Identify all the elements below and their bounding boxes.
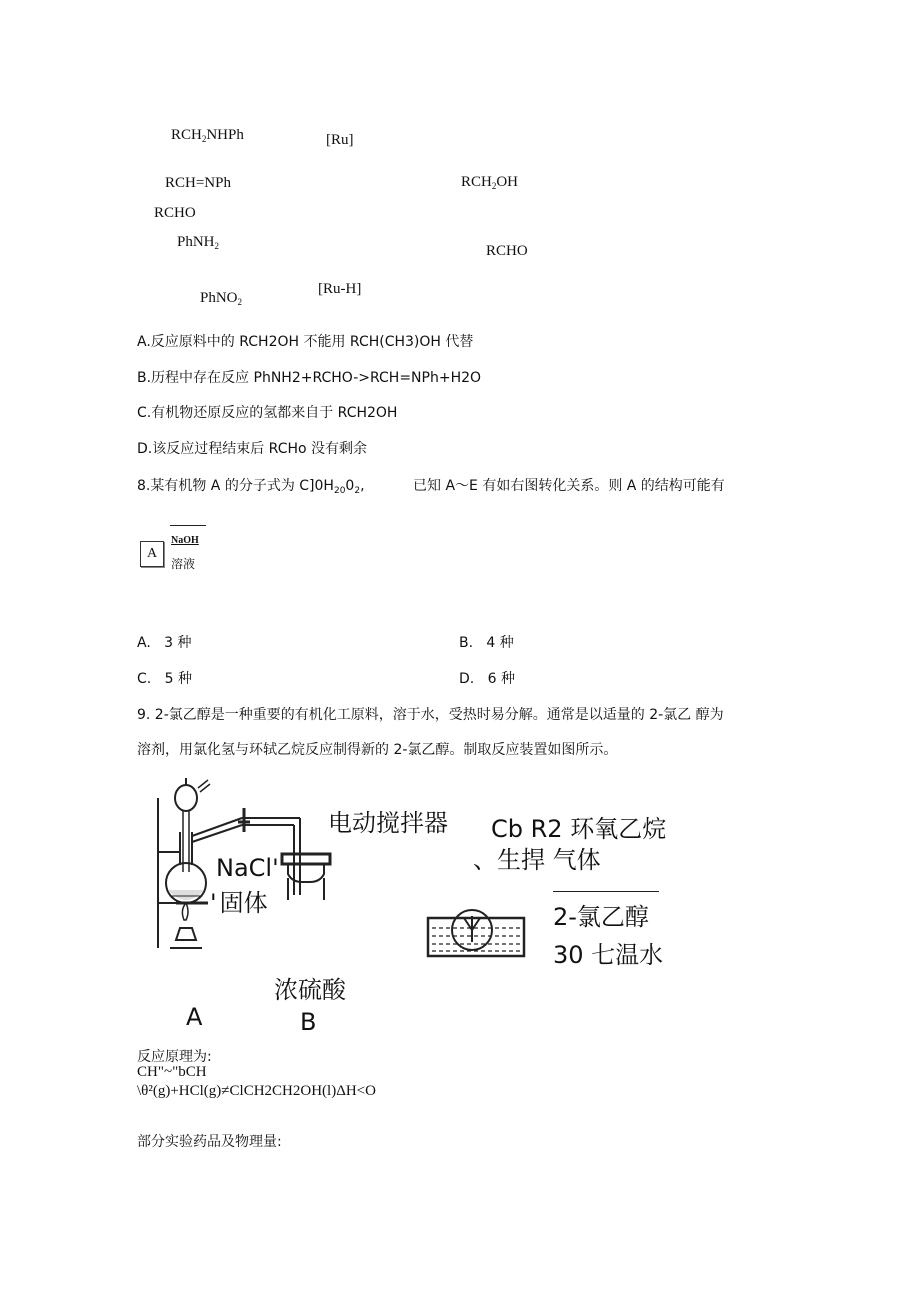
label-apparatus-a: A: [186, 1003, 203, 1031]
arrow-line: [170, 525, 206, 526]
label-gas: 、生捍 气体: [473, 846, 601, 874]
label-solid: ' 固体: [210, 889, 268, 917]
q7-option-b: B.历程中存在反应 PhNH2+RCHO->RCH=NPh+H2O: [137, 370, 482, 386]
mech-imine: RCH=NPh: [165, 175, 231, 191]
label-warm-water: 30 七温水: [553, 941, 664, 969]
label-divider: [553, 891, 659, 892]
mech-phnh2: PhNH$_2$: [177, 234, 220, 251]
label-stirrer: 电动搅拌器: [328, 809, 448, 837]
reagent-solution: 溶液: [171, 557, 196, 571]
mech-ru-h: [Ru-H]: [318, 281, 362, 297]
label-nacl: NaCl': [216, 854, 279, 882]
mech-ru-catalyst: [Ru]: [326, 132, 354, 148]
reaction-equation: \θ²(g)+HCl(g)≠ClCH2CH2OH(l)ΔH<O: [137, 1083, 376, 1099]
q9-line-1: 9. 2-氯乙醇是一种重要的有机化工原料，溶于水，受热时易分解。通常是以适量的 2-氯乙 醇为: [137, 707, 724, 723]
mech-rch2oh: $RCH_2OH$: [461, 174, 519, 191]
q8-choice-d: D. 6 种: [459, 671, 515, 687]
q8-stem: 8.某有机物 A 的分子式为 $C]0H_{20}0_2$,: [137, 478, 365, 496]
q7-option-a: A.反应原料中的 RCH2OH 不能用 RCH(CH3)OH 代替: [137, 334, 474, 350]
label-epoxide: Cb R2 环氧乙烷: [491, 815, 667, 843]
q7-option-c: C.有机物还原反应的氢都来自于 RCH2OH: [137, 405, 398, 421]
compound-a-box: A: [140, 541, 164, 567]
q8-stem-right: 已知 A～E 有如右图转化关系。则 A 的结构可能有: [413, 478, 725, 494]
q8-choice-b: B. 4 种: [459, 635, 514, 651]
reaction-line-1: CH"~"bCH: [137, 1064, 207, 1080]
mech-rch2nhph: $RCH_2NHPh$: [171, 127, 244, 144]
reagent-naoh: NaOH: [171, 535, 199, 546]
mech-rcho-left: RCHO: [154, 205, 196, 221]
q8-choice-c: C. 5 种: [137, 671, 192, 687]
label-apparatus-b: B: [300, 1008, 317, 1036]
mech-rcho-right: RCHO: [486, 243, 528, 259]
q7-option-d: D.该反应过程结束后 RCHo 没有剩余: [137, 441, 368, 457]
reaction-heading: 反应原理为:: [137, 1049, 212, 1065]
q8-choice-a: A. 3 种: [137, 635, 192, 651]
mech-phno2: PhNO$_2$: [200, 290, 243, 307]
materials-heading: 部分实验药品及物理量:: [137, 1134, 282, 1150]
label-sulfuric-acid: 浓硫酸: [274, 976, 346, 1004]
label-chlorohydrin: 2-氯乙醇: [553, 903, 649, 931]
q9-line-2: 溶剂，用氯化氢与环轼乙烷反应制得新的 2-氯乙醇。制取反应装置如图所示。: [137, 742, 618, 758]
